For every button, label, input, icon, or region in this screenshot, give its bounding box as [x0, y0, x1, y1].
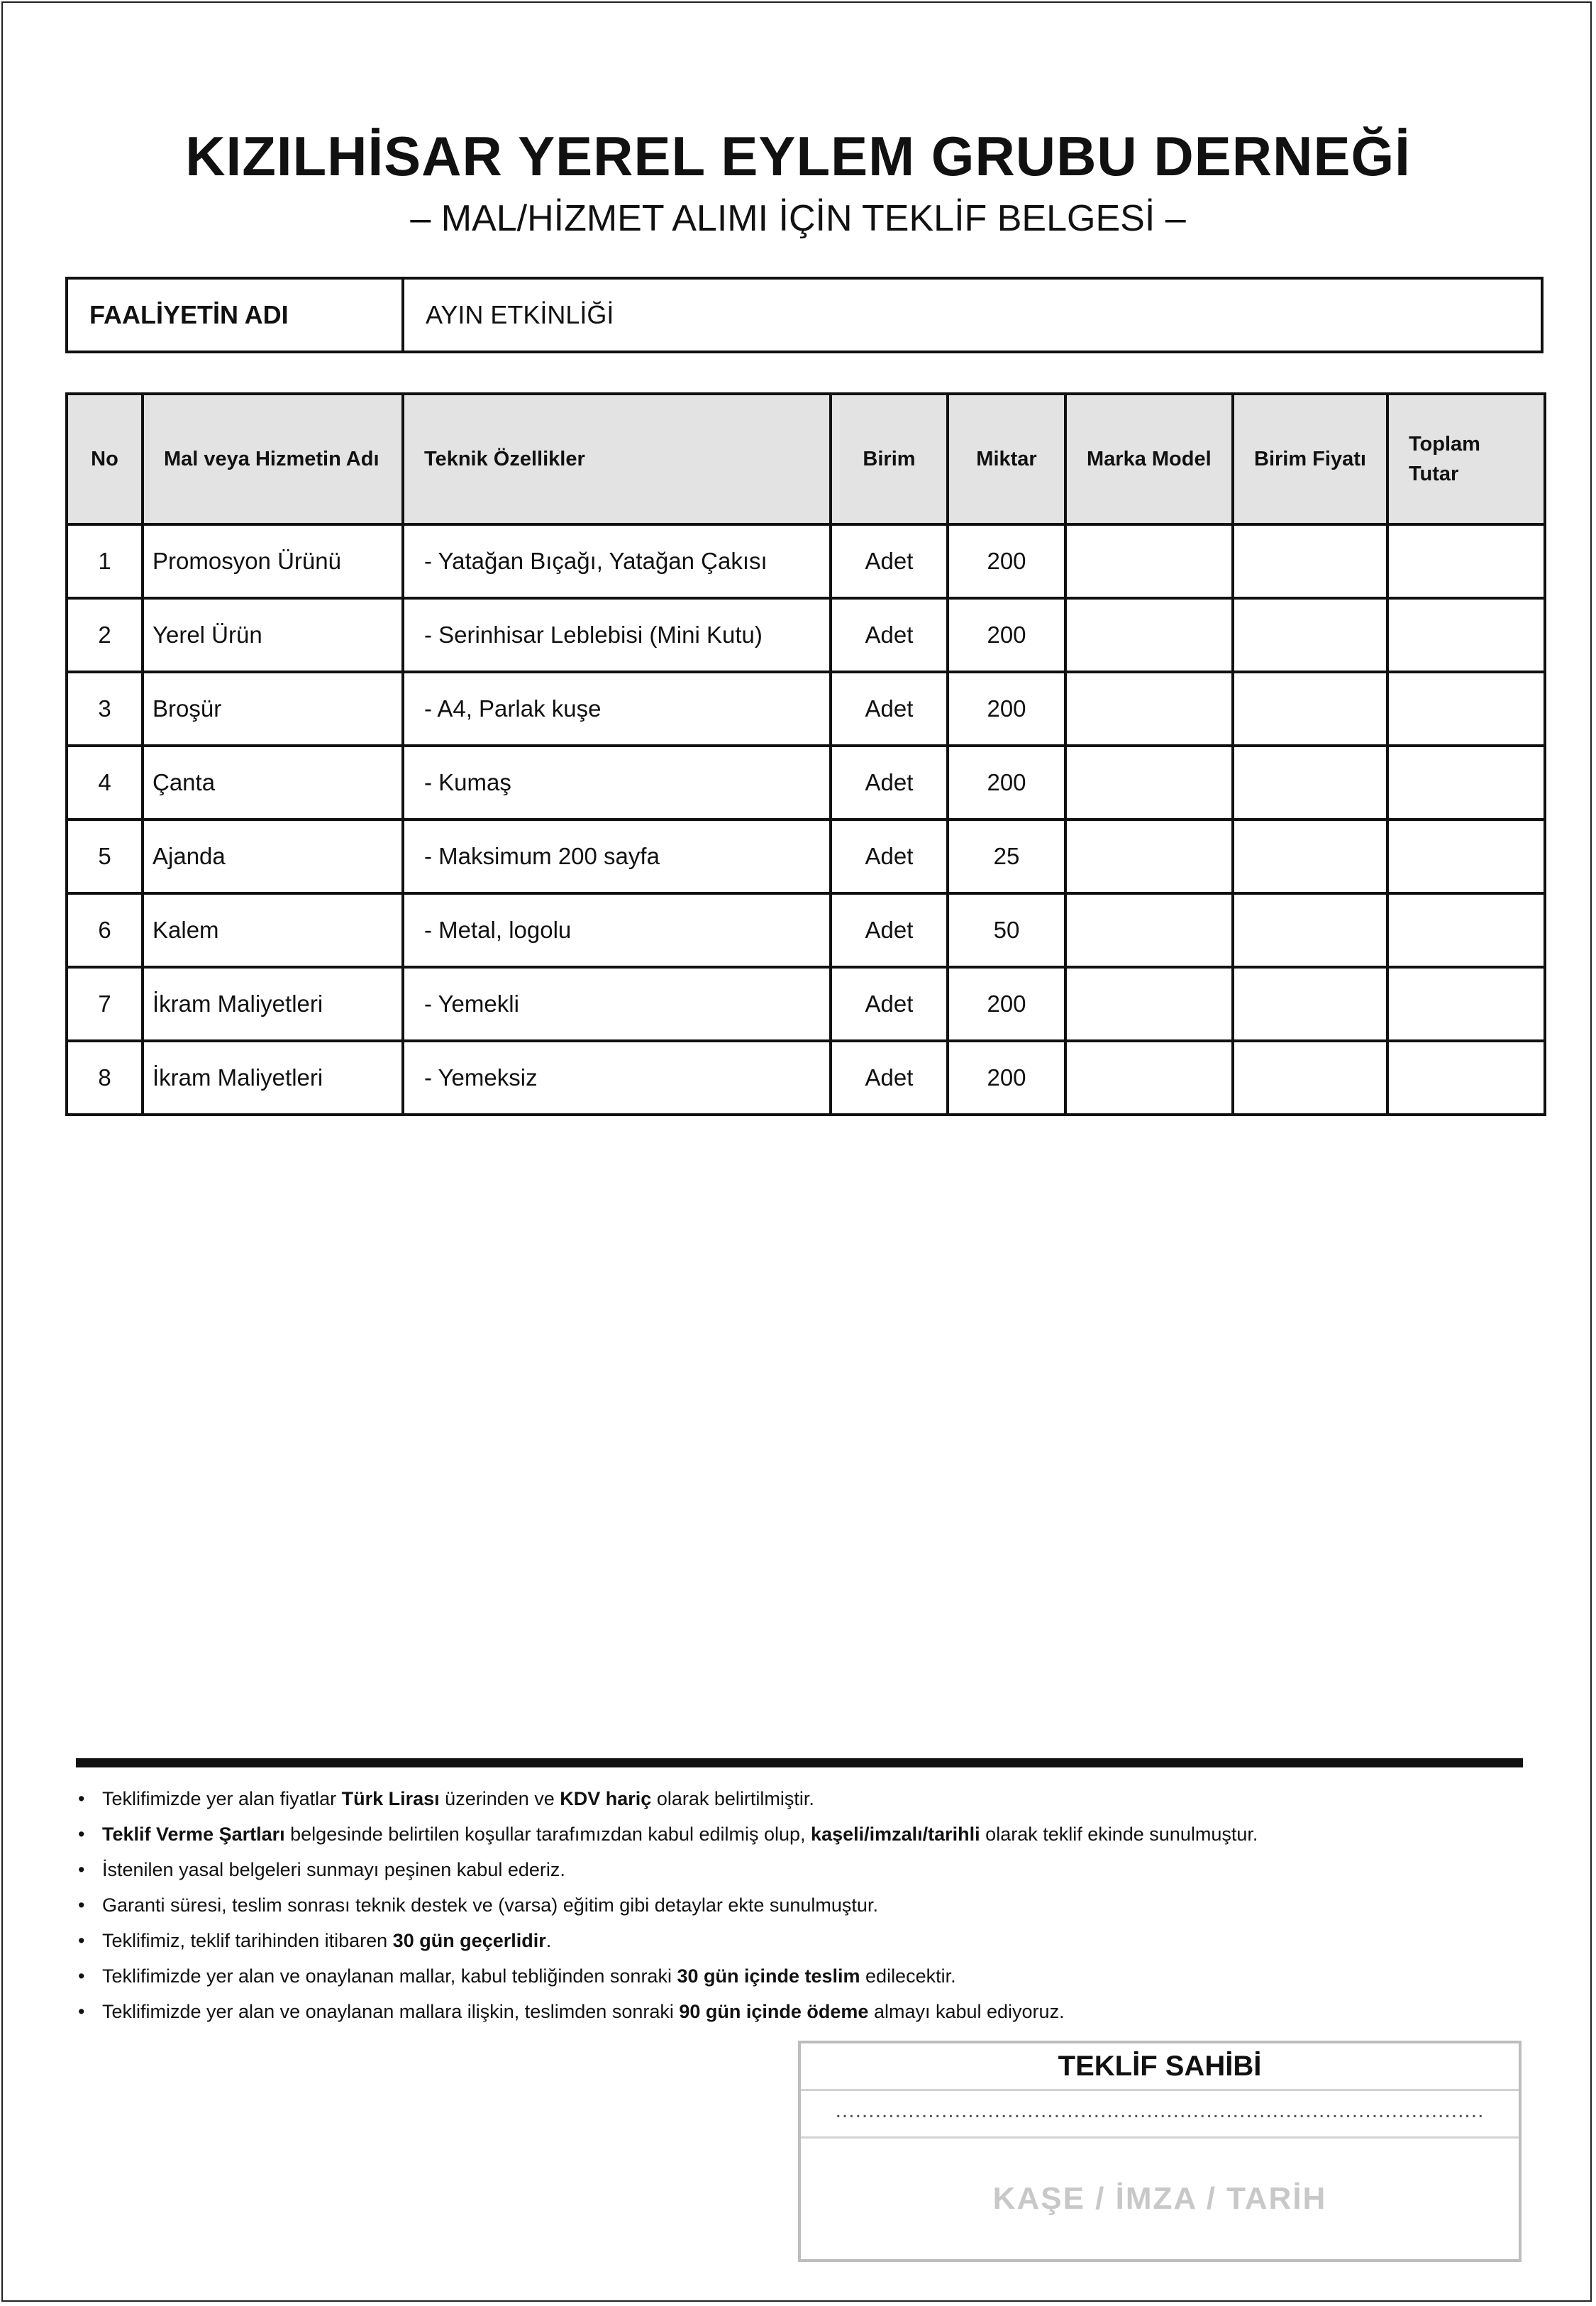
document-subtitle: – MAL/HİZMET ALIMI İÇİN TEKLİF BELGESİ –: [410, 198, 1186, 239]
cell-spec: - Yemekli: [403, 967, 831, 1041]
terms-text: almayı kabul ediyoruz.: [868, 2001, 1065, 2022]
cell-spec: - A4, Parlak kuşe: [403, 672, 831, 746]
cell-unit: Adet: [831, 967, 948, 1041]
cell-qty: 200: [948, 967, 1065, 1041]
terms-item: [78, 1958, 1532, 1994]
cell-qty: 50: [948, 893, 1065, 967]
terms-text: İstenilen yasal belgeleri sunmayı peşinen kabul ederiz.: [102, 1859, 565, 1880]
cell-unit: Adet: [831, 820, 948, 893]
cell-total[interactable]: [1387, 746, 1545, 820]
cell-total[interactable]: [1387, 598, 1545, 672]
table-row: [67, 598, 1545, 672]
section-divider: [76, 1758, 1523, 1767]
document-title: KIZILHİSAR YEREL EYLEM GRUBU DERNEĞİ: [185, 125, 1411, 187]
bullet: •: [78, 1824, 85, 1845]
header-brand: Marka Model: [1065, 394, 1233, 524]
cell-spec: - Kumaş: [403, 746, 831, 820]
header-total: Toplam Tutar: [1387, 394, 1545, 524]
cell-spec: - Maksimum 200 sayfa: [403, 820, 831, 893]
cell-spec: - Serinhisar Leblebisi (Mini Kutu): [403, 598, 831, 672]
cell-unit: Adet: [831, 524, 948, 598]
cell-total[interactable]: [1387, 967, 1545, 1041]
terms-list: [78, 1781, 1532, 2029]
cell-unit: Adet: [831, 893, 948, 967]
header-qty: Miktar: [948, 394, 1065, 524]
stamp-signature-date-area[interactable]: KAŞE / İMZA / TARİH: [992, 2181, 1327, 2216]
cell-name: Çanta: [143, 746, 403, 820]
terms-emphasis: kaşeli/imzalı/tarihli: [811, 1824, 980, 1845]
header-unit: Birim: [831, 394, 948, 524]
cell-qty: 200: [948, 1041, 1065, 1115]
terms-emphasis: KDV hariç: [560, 1788, 652, 1809]
cell-unit-price[interactable]: [1233, 1041, 1387, 1115]
items-table: [65, 392, 1546, 1116]
table-row: [67, 1041, 1545, 1115]
cell-unit-price[interactable]: [1233, 598, 1387, 672]
cell-unit: Adet: [831, 598, 948, 672]
header-no: No: [67, 394, 143, 524]
cell-brand[interactable]: [1065, 1041, 1233, 1115]
cell-qty: 25: [948, 820, 1065, 893]
terms-text: edilecektir.: [860, 1965, 956, 1987]
cell-name: Yerel Ürün: [143, 598, 403, 672]
cell-total[interactable]: [1387, 524, 1545, 598]
terms-item: [78, 1816, 1532, 1852]
terms-item: [78, 1852, 1532, 1887]
offer-owner-box: [798, 2041, 1522, 2262]
terms-text: Garanti süresi, teslim sonrası teknik destek ve (varsa) eğitim gibi detaylar ekte sunulmuştur.: [102, 1894, 878, 1916]
cell-spec: - Yatağan Bıçağı, Yatağan Çakısı: [403, 524, 831, 598]
terms-item: [78, 1923, 1532, 1958]
cell-unit-price[interactable]: [1233, 746, 1387, 820]
cell-brand[interactable]: [1065, 893, 1233, 967]
header-name: Mal veya Hizmetin Adı: [143, 394, 403, 524]
cell-name: İkram Maliyetleri: [143, 1041, 403, 1115]
cell-qty: 200: [948, 524, 1065, 598]
cell-unit-price[interactable]: [1233, 967, 1387, 1041]
cell-unit-price[interactable]: [1233, 893, 1387, 967]
terms-emphasis: 90 gün içinde ödeme: [679, 2001, 869, 2022]
cell-unit-price[interactable]: [1233, 524, 1387, 598]
activity-value: AYIN ETKİNLİĞİ: [426, 300, 614, 329]
cell-unit: Adet: [831, 1041, 948, 1115]
bullet: •: [78, 1930, 85, 1951]
table-row: [67, 672, 1545, 746]
header-unit-price: Birim Fiyatı: [1233, 394, 1387, 524]
cell-no: 8: [67, 1041, 143, 1115]
cell-name: İkram Maliyetleri: [143, 967, 403, 1041]
cell-name: Ajanda: [143, 820, 403, 893]
terms-emphasis: 30 gün geçerlidir: [392, 1930, 546, 1951]
terms-item: [78, 1887, 1532, 1923]
cell-qty: 200: [948, 672, 1065, 746]
terms-text: olarak belirtilmiştir.: [651, 1788, 814, 1809]
cell-brand[interactable]: [1065, 746, 1233, 820]
cell-no: 6: [67, 893, 143, 967]
terms-text: .: [545, 1930, 552, 1951]
cell-unit: Adet: [831, 746, 948, 820]
terms-text: Teklifimizde yer alan ve onaylanan mallara ilişkin, teslimden sonraki: [102, 2001, 680, 2022]
terms-item: [78, 1781, 1532, 1816]
cell-total[interactable]: [1387, 1041, 1545, 1115]
table-row: [67, 893, 1545, 967]
cell-name: Kalem: [143, 893, 403, 967]
cell-total[interactable]: [1387, 672, 1545, 746]
table-row: [67, 524, 1545, 598]
cell-spec: - Yemeksiz: [403, 1041, 831, 1115]
cell-qty: 200: [948, 598, 1065, 672]
terms-emphasis: 30 gün içinde teslim: [677, 1965, 860, 1987]
table-row: [67, 820, 1545, 893]
cell-brand[interactable]: [1065, 967, 1233, 1041]
cell-total[interactable]: [1387, 820, 1545, 893]
bullet: •: [78, 2001, 85, 2022]
cell-no: 3: [67, 672, 143, 746]
cell-no: 4: [67, 746, 143, 820]
terms-text: Teklifimiz, teklif tarihinden itibaren: [102, 1930, 393, 1951]
header-spec: Teknik Özellikler: [403, 394, 831, 524]
cell-brand[interactable]: [1065, 598, 1233, 672]
cell-total[interactable]: [1387, 893, 1545, 967]
bullet: •: [78, 1859, 85, 1880]
offer-owner-name-field[interactable]: ..................................................................................................: [801, 2091, 1519, 2139]
activity-label: FAALİYETİN ADI: [68, 280, 404, 351]
table-row: [67, 746, 1545, 820]
bullet: •: [78, 1894, 85, 1916]
cell-no: 7: [67, 967, 143, 1041]
terms-text: Teklifimizde yer alan fiyatlar: [102, 1788, 342, 1809]
terms-text: Teklifimizde yer alan ve onaylanan mallar, kabul tebliğinden sonraki: [102, 1965, 677, 1987]
cell-no: 5: [67, 820, 143, 893]
terms-text: üzerinden ve: [439, 1788, 560, 1809]
cell-no: 1: [67, 524, 143, 598]
cell-unit: Adet: [831, 672, 948, 746]
cell-qty: 200: [948, 746, 1065, 820]
cell-no: 2: [67, 598, 143, 672]
terms-text: olarak teklif ekinde sunulmuştur.: [980, 1824, 1258, 1845]
offer-owner-title: TEKLİF SAHİBİ: [801, 2043, 1519, 2091]
bullet: •: [78, 1965, 85, 1987]
cell-unit-price[interactable]: [1233, 672, 1387, 746]
cell-unit-price[interactable]: [1233, 820, 1387, 893]
terms-emphasis: Türk Lirası: [341, 1788, 440, 1809]
terms-text: belgesinde belirtilen koşullar tarafımızdan kabul edilmiş olup,: [284, 1824, 811, 1845]
cell-brand[interactable]: [1065, 820, 1233, 893]
cell-spec: - Metal, logolu: [403, 893, 831, 967]
terms-emphasis: Teklif Verme Şartları: [102, 1824, 285, 1845]
activity-name-box: [65, 277, 1544, 353]
table-row: [67, 967, 1545, 1041]
cell-brand[interactable]: [1065, 524, 1233, 598]
bullet: •: [78, 1788, 85, 1809]
cell-brand[interactable]: [1065, 672, 1233, 746]
cell-name: Promosyon Ürünü: [143, 524, 403, 598]
table-header-row: [67, 394, 1545, 524]
terms-item: [78, 1994, 1532, 2029]
cell-name: Broşür: [143, 672, 403, 746]
